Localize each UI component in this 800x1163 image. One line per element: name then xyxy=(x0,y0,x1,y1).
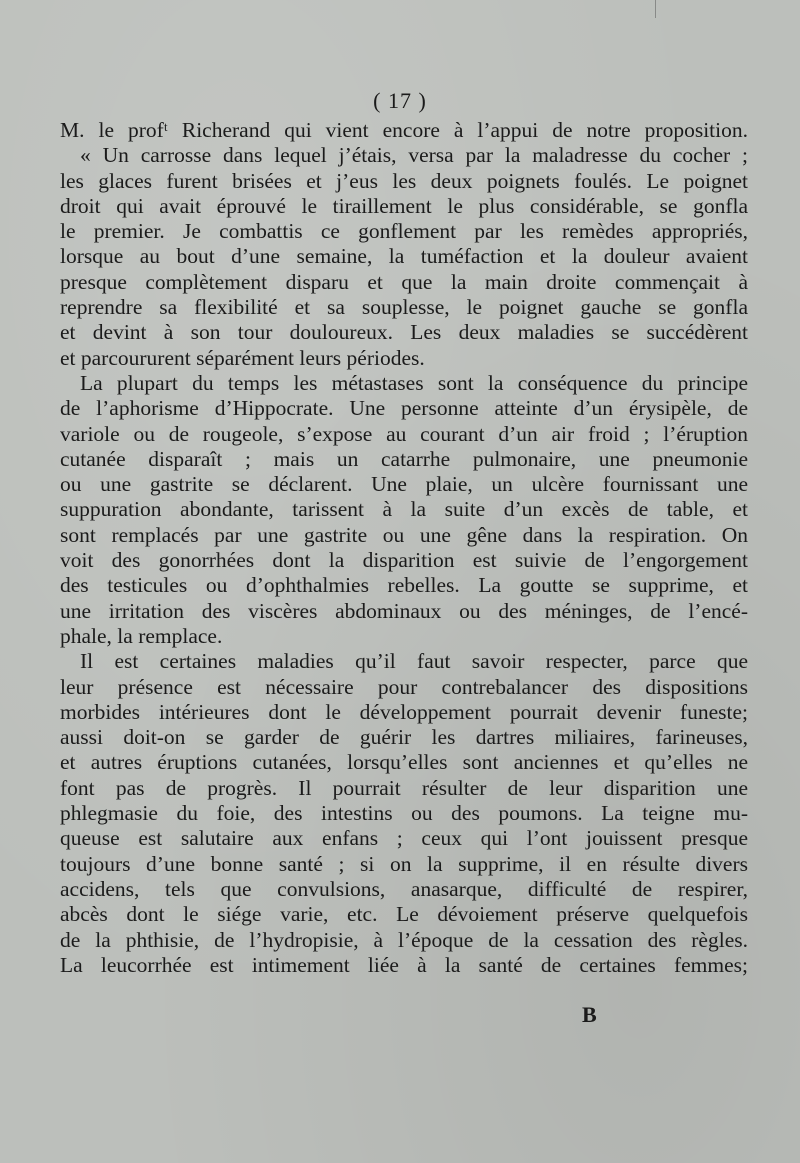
text-line: accidens, tels que convulsions, anasarque, difficulté de respirer, xyxy=(60,876,748,901)
text-line: sont remplacés par une gastrite ou une gêne dans la respiration. On xyxy=(60,522,748,547)
page-crease xyxy=(655,0,656,18)
text-line: cutanée disparaît ; mais un catarrhe pulmonaire, une pneumonie xyxy=(60,446,748,471)
text-line: morbides intérieures dont le développement pourrait devenir funeste; xyxy=(60,699,748,724)
text-line: lorsque au bout d’une semaine, la tuméfaction et la douleur avaient xyxy=(60,244,748,269)
text-line: toujours d’une bonne santé ; si on la supprime, il en résulte divers xyxy=(60,851,748,876)
text-line: de la phthisie, de l’hydropisie, à l’époque de la cessation des règles. xyxy=(60,927,748,952)
text-line: des testicules ou d’ophthalmies rebelles. La goutte se supprime, et xyxy=(60,573,748,598)
text-line: queuse est salutaire aux enfans ; ceux qui l’ont jouissent presque xyxy=(60,826,748,851)
text-line: une irritation des viscères abdominaux ou des méninges, de l’encé- xyxy=(60,598,748,623)
text-line: aussi doit-on se garder de guérir les dartres miliaires, farineuses, xyxy=(60,725,748,750)
text-line: suppuration abondante, tarissent à la suite d’un excès de table, et xyxy=(60,497,748,522)
text-line: presque complètement disparu et que la main droite commençait à xyxy=(60,269,748,294)
text-line: Il est certaines maladies qu’il faut savoir respecter, parce que xyxy=(80,649,748,674)
text-line: M. le profᵗ Richerand qui vient encore à l’appui de notre proposition. xyxy=(60,118,748,142)
text-line: leur présence est nécessaire pour contrebalancer des dispositions xyxy=(60,674,748,699)
text-line: et autres éruptions cutanées, lorsqu’elles sont anciennes et qu’elles ne xyxy=(60,750,748,775)
body-text xyxy=(60,118,748,978)
text-line: voit des gonorrhées dont la disparition est suivie de l’engorgement xyxy=(60,548,748,573)
text-line: phlegmasie du foie, des intestins ou des poumons. La teigne mu- xyxy=(60,801,748,826)
text-line: droit qui avait éprouvé le tiraillement le plus considérable, se gonfla xyxy=(60,193,748,218)
text-line: et parcoururent séparément leurs périodes. xyxy=(60,345,425,370)
page-number: ( 17 ) xyxy=(373,88,427,113)
text-line: variole ou de rougeole, s’expose au courant d’un air froid ; l’éruption xyxy=(60,421,748,446)
text-line: font pas de progrès. Il pourrait résulter de leur disparition une xyxy=(60,775,748,800)
text-line: les glaces furent brisées et j’eus les deux poignets foulés. Le poignet xyxy=(60,168,748,193)
text-line: le premier. Je combattis ce gonflement par les remèdes appropriés, xyxy=(60,219,748,244)
text-line: reprendre sa flexibilité et sa souplesse, le poignet gauche se gonfla xyxy=(60,295,748,320)
text-line: « Un carrosse dans lequel j’étais, versa par la maladresse du cocher ; xyxy=(80,143,748,168)
text-line: abcès dont le siége varie, etc. Le dévoiement préserve quelquefois xyxy=(60,902,748,927)
text-line: La plupart du temps les métastases sont la conséquence du principe xyxy=(80,370,748,395)
text-line: La leucorrhée est intimement liée à la santé de certaines femmes; xyxy=(60,952,748,977)
text-line: phale, la remplace. xyxy=(60,623,223,648)
signature-mark: B xyxy=(582,1002,597,1027)
text-line: ou une gastrite se déclarent. Une plaie, un ulcère fournissant une xyxy=(60,472,748,497)
text-line: et devint à son tour douloureux. Les deux maladies se succédèrent xyxy=(60,320,748,345)
text-line: de l’aphorisme d’Hippocrate. Une personne atteinte d’un érysipèle, de xyxy=(60,396,748,421)
